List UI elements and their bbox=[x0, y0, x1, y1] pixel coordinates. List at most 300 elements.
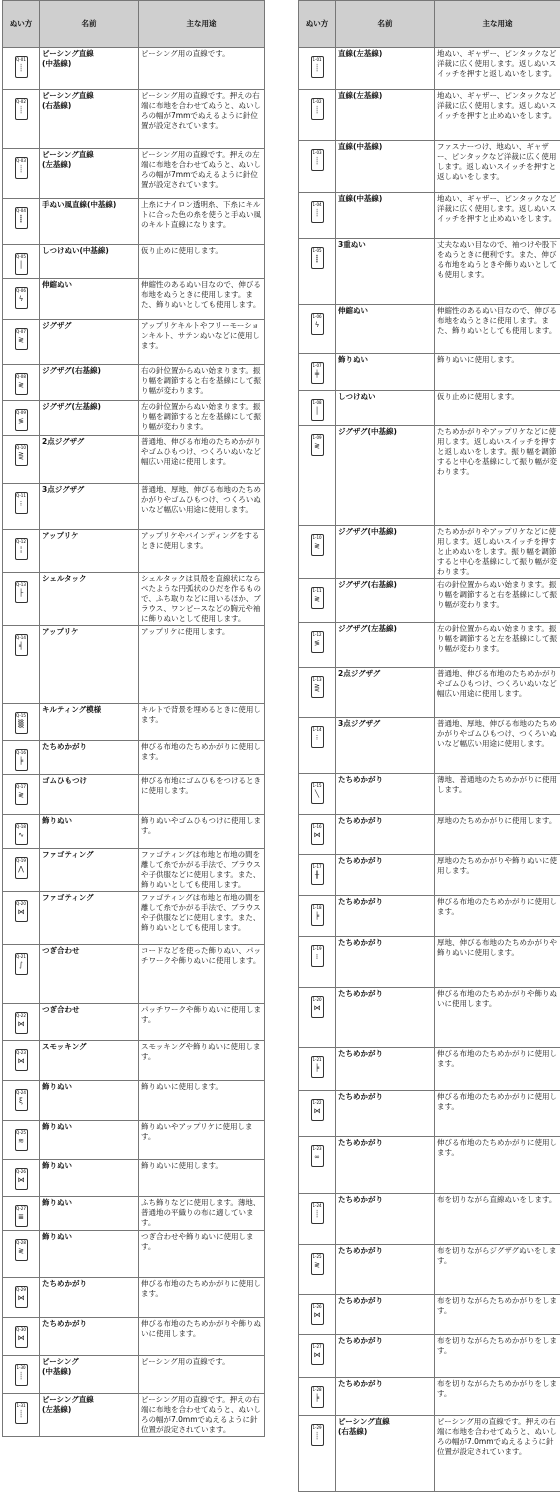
stitch-number: 1-03 bbox=[312, 151, 323, 155]
stitch-icon bbox=[15, 1239, 28, 1261]
table-row bbox=[299, 193, 560, 239]
stitch-pattern-icon: ┊ bbox=[312, 64, 323, 72]
table-row bbox=[299, 1194, 560, 1245]
stitch-icon bbox=[311, 1099, 324, 1121]
stitch-number: 1-22 bbox=[312, 1101, 323, 1105]
table-row bbox=[299, 1378, 560, 1416]
stitch-pattern-icon: ┊ bbox=[312, 1210, 323, 1218]
stitch-icon bbox=[15, 492, 28, 514]
stitch-number: 1-12 bbox=[312, 633, 323, 637]
stitch-pattern-icon: ┊ bbox=[312, 1432, 323, 1440]
stitch-icon bbox=[311, 904, 324, 926]
stitch-number: Q-25 bbox=[16, 1131, 27, 1135]
stitch-number: Q-01 bbox=[16, 58, 27, 62]
stitch-usage: 伸びる布地のたちめかがりや飾りぬいに使用します。 bbox=[435, 988, 560, 1048]
stitch-icon bbox=[311, 726, 324, 748]
table-row bbox=[3, 741, 265, 775]
stitch-number: Q-18 bbox=[16, 825, 27, 829]
stitch-usage: シェルタックは貝殻を直線状にならべたような円弧状のひだを作るもので、ふち取りなどに用いるほか、ブラウス、ワンピースなどの胸元や袖に飾りぬいとして使用します。 bbox=[139, 573, 265, 626]
stitch-pattern-icon: ┊ bbox=[16, 1410, 27, 1418]
stitch-usage: 飾りぬいに使用します。 bbox=[139, 1160, 265, 1197]
table-row bbox=[3, 436, 265, 484]
stitch-number: 1-19 bbox=[312, 947, 323, 951]
stitch-name: たちめかがり bbox=[336, 1378, 435, 1416]
stitch-pattern-icon: ⋀ bbox=[16, 865, 27, 873]
stitch-usage: 右の針位置からぬい始まります。振り幅を調節すると右を基線にして振り幅が変わります。 bbox=[139, 365, 265, 401]
header-stitch: ぬい方 bbox=[299, 1, 336, 48]
stitch-icon bbox=[311, 1303, 324, 1325]
stitch-number: Q-30 bbox=[16, 1328, 27, 1332]
stitch-name: ピーシング直線 (左基線) bbox=[40, 149, 139, 199]
stitch-icon bbox=[311, 631, 324, 653]
table-row bbox=[3, 1394, 265, 1437]
stitch-number: 1-21 bbox=[312, 1058, 323, 1062]
stitch-name: 3点ジグザグ bbox=[336, 718, 435, 774]
stitch-number: 1-01 bbox=[312, 58, 323, 62]
table-row bbox=[3, 704, 265, 741]
stitch-usage: キルトで背景を埋めるときに使用します。 bbox=[139, 704, 265, 741]
stitch-pattern-icon: ≷ bbox=[16, 381, 27, 389]
table-row bbox=[299, 815, 560, 855]
stitch-name: たちめかがり bbox=[336, 896, 435, 937]
stitch-icon bbox=[311, 434, 324, 456]
stitch-usage: パッチワークや飾りぬいに使用します。 bbox=[139, 1004, 265, 1041]
stitch-number: 1-11 bbox=[312, 589, 323, 593]
stitch-icon bbox=[15, 328, 28, 350]
stitch-number: 1-09 bbox=[312, 436, 323, 440]
table-row bbox=[3, 320, 265, 365]
stitch-pattern-icon: ≷ bbox=[312, 1261, 323, 1269]
stitch-number: Q-17 bbox=[16, 785, 27, 789]
table-row bbox=[3, 1041, 265, 1081]
stitch-pattern-icon: ┊ bbox=[312, 157, 323, 165]
stitch-usage: 厚地のたちめかがりや飾りぬいに使用します。 bbox=[435, 855, 560, 896]
stitch-cell bbox=[299, 1091, 336, 1137]
stitch-cell bbox=[3, 1394, 40, 1437]
stitch-name: 飾りぬい bbox=[40, 1197, 139, 1231]
stitch-usage: 飾りぬいやゴムひもつけに使用します。 bbox=[139, 815, 265, 849]
stitch-pattern-icon: ⁝ bbox=[16, 500, 27, 508]
stitch-name: ジグザグ(中基線) bbox=[336, 526, 435, 579]
stitch-number: Q-02 bbox=[16, 100, 27, 104]
stitch-name: ピーシング直線 (右基線) bbox=[40, 90, 139, 149]
stitch-name: アップリケ bbox=[40, 626, 139, 704]
stitch-number: Q-21 bbox=[16, 955, 27, 959]
stitch-icon bbox=[15, 953, 28, 975]
stitch-cell bbox=[3, 1004, 40, 1041]
stitch-usage: アップリケに使用します。 bbox=[139, 626, 265, 704]
stitch-usage: 伸びる布地にゴムひもをつけるときに使用します。 bbox=[139, 775, 265, 815]
stitch-number: 1-15 bbox=[312, 784, 323, 788]
stitch-usage: ファゴティングは布地と布地の間を離して糸でかがる手法で、ブラウスや子供服などに使用します。また、飾りぬいとしても使用します。 bbox=[139, 892, 265, 945]
stitch-pattern-icon: ≷ bbox=[16, 1247, 27, 1255]
table-row bbox=[3, 1197, 265, 1231]
stitch-name: 伸縮ぬい bbox=[336, 305, 435, 354]
header-usage: 主な用途 bbox=[139, 1, 265, 48]
stitch-icon bbox=[311, 149, 324, 171]
stitch-number: 1-05 bbox=[312, 249, 323, 253]
stitch-name: しつけぬい bbox=[336, 391, 435, 426]
stitch-icon bbox=[15, 1089, 28, 1111]
stitch-cell bbox=[3, 704, 40, 741]
stitch-pattern-icon: ≋ bbox=[16, 1137, 27, 1145]
stitch-name: ファゴティング bbox=[40, 892, 139, 945]
stitch-number: Q-20 bbox=[16, 902, 27, 906]
stitch-name: たちめかがり bbox=[336, 1048, 435, 1091]
table-row bbox=[299, 718, 560, 774]
stitch-cell bbox=[3, 741, 40, 775]
stitch-number: Q-06 bbox=[16, 289, 27, 293]
stitch-pattern-icon: ┊ bbox=[16, 1372, 27, 1380]
stitch-usage: 伸縮性のあるぬい目なので、伸びる布地をぬうときに使用します。また、飾りぬいとしても使用します。 bbox=[435, 305, 560, 354]
stitch-icon bbox=[15, 1049, 28, 1071]
stitch-number: 1-16 bbox=[312, 825, 323, 829]
stitch-cell bbox=[3, 320, 40, 365]
stitch-icon bbox=[15, 1402, 28, 1424]
stitch-name: たちめかがり bbox=[336, 1295, 435, 1335]
stitch-name: ピーシング直線 (右基線) bbox=[336, 1416, 435, 1492]
stitch-pattern-icon: ╎ bbox=[16, 546, 27, 554]
stitch-cell bbox=[3, 1197, 40, 1231]
stitch-cell bbox=[299, 354, 336, 391]
table-row bbox=[299, 896, 560, 937]
stitch-cell bbox=[299, 774, 336, 815]
stitch-icon bbox=[15, 207, 28, 229]
stitch-number: 1-14 bbox=[312, 728, 323, 732]
stitch-number: Q-13 bbox=[16, 583, 27, 587]
stitch-icon bbox=[15, 1205, 28, 1227]
table-row bbox=[299, 48, 560, 90]
stitch-usage: 伸びる布地のたちめかがりに使用します。 bbox=[139, 1278, 265, 1318]
stitch-cell bbox=[3, 1356, 40, 1394]
stitch-cell bbox=[3, 815, 40, 849]
stitch-icon bbox=[311, 782, 324, 804]
stitch-name: たちめかがり bbox=[40, 741, 139, 775]
table-row bbox=[299, 426, 560, 526]
stitch-pattern-icon: ┊ bbox=[16, 64, 27, 72]
stitch-pattern-icon: ≷ bbox=[312, 442, 323, 450]
stitch-pattern-icon: ⋈ bbox=[16, 1176, 27, 1184]
stitch-name: スモッキング bbox=[40, 1041, 139, 1081]
stitch-usage: 伸びる布地のたちめかがりや飾りぬいに使用します。 bbox=[139, 1318, 265, 1356]
table-row bbox=[299, 1416, 560, 1492]
stitch-name: ジグザグ(左基線) bbox=[336, 623, 435, 668]
stitch-name: 3重ぬい bbox=[336, 239, 435, 305]
table-row bbox=[299, 526, 560, 579]
stitch-pattern-icon: ≷ bbox=[312, 595, 323, 603]
stitch-name: 直線(中基線) bbox=[336, 193, 435, 239]
stitch-number: 1-02 bbox=[312, 100, 323, 104]
stitch-usage: 飾りぬいやアップリケに使用します。 bbox=[139, 1121, 265, 1160]
stitch-usage: 伸縮性のあるぬい目なので、伸びる布地をぬうときに使用します。また、飾りぬいとしても使用します。 bbox=[139, 279, 265, 320]
stitch-pattern-icon: ┋ bbox=[16, 215, 27, 223]
table-row bbox=[3, 279, 265, 320]
stitch-cell bbox=[3, 90, 40, 149]
stitch-name: ピーシング直線 (左基線) bbox=[40, 1394, 139, 1437]
stitch-cell bbox=[3, 401, 40, 436]
stitch-cell bbox=[3, 48, 40, 90]
stitch-cell bbox=[3, 245, 40, 279]
stitch-cell bbox=[299, 579, 336, 623]
stitch-icon bbox=[15, 1364, 28, 1386]
table-row bbox=[299, 579, 560, 623]
stitch-name: たちめかがり bbox=[336, 1245, 435, 1295]
stitch-usage: 飾りぬいに使用します。 bbox=[139, 1081, 265, 1121]
stitch-icon bbox=[15, 253, 28, 275]
stitch-icon bbox=[311, 247, 324, 269]
stitch-cell bbox=[299, 426, 336, 526]
stitch-number: Q-07 bbox=[16, 330, 27, 334]
table-row bbox=[299, 90, 560, 141]
stitch-name: ジグザグ(右基線) bbox=[336, 579, 435, 623]
stitch-icon bbox=[15, 373, 28, 395]
stitch-number: Q-22 bbox=[16, 1014, 27, 1018]
table-row bbox=[299, 623, 560, 668]
stitch-pattern-icon: ╪ bbox=[312, 370, 323, 378]
header-name: 名前 bbox=[40, 1, 139, 48]
stitch-icon bbox=[311, 201, 324, 223]
stitch-icon bbox=[311, 1056, 324, 1078]
stitch-usage: ピーシング用の直線です。 bbox=[139, 48, 265, 90]
stitch-pattern-icon: ╞ bbox=[312, 1394, 323, 1402]
stitch-number: Q-14 bbox=[16, 636, 27, 640]
stitch-name: 飾りぬい bbox=[40, 1160, 139, 1197]
table-row bbox=[3, 484, 265, 530]
stitch-number: 1-06 bbox=[312, 315, 323, 319]
stitch-usage: 飾りぬいに使用します。 bbox=[435, 354, 560, 391]
stitch-icon bbox=[15, 900, 28, 922]
stitch-pattern-icon: ∫ bbox=[16, 961, 27, 969]
stitch-number: Q-09 bbox=[16, 411, 27, 415]
stitch-usage: コードなどを使った飾りぬい、パッチワークや飾りぬいに使用します。 bbox=[139, 945, 265, 1004]
table-row bbox=[299, 937, 560, 988]
stitch-name: たちめかがり bbox=[336, 1335, 435, 1378]
stitch-pattern-icon: ⋈ bbox=[312, 1311, 323, 1319]
stitch-cell bbox=[3, 573, 40, 626]
stitch-cell bbox=[299, 1137, 336, 1194]
stitch-usage: 布を切りながらたちめかがりをします。 bbox=[435, 1295, 560, 1335]
stitch-icon bbox=[15, 1286, 28, 1308]
header-usage: 主な用途 bbox=[435, 1, 560, 48]
stitch-number: Q-03 bbox=[16, 159, 27, 163]
stitch-usage: 布を切りながらたちめかがりをします。 bbox=[435, 1378, 560, 1416]
stitch-icon bbox=[311, 1202, 324, 1224]
stitch-icon bbox=[15, 157, 28, 179]
stitch-number: Q-23 bbox=[16, 1051, 27, 1055]
stitch-usage: つぎ合わせや飾りぬいに使用します。 bbox=[139, 1231, 265, 1278]
stitch-name: 飾りぬい bbox=[40, 1231, 139, 1278]
header-name: 名前 bbox=[336, 1, 435, 48]
stitch-pattern-icon: ≷ bbox=[16, 791, 27, 799]
table-row bbox=[3, 1278, 265, 1318]
stitch-icon bbox=[15, 1129, 28, 1151]
stitch-usage: 地ぬい、ギャザー、ピンタックなど洋裁に広く使用します。返しぬいスイッチを押すと止めぬいをします。 bbox=[435, 90, 560, 141]
stitch-icon bbox=[311, 98, 324, 120]
stitch-cell bbox=[3, 365, 40, 401]
stitch-icon bbox=[311, 313, 324, 335]
stitch-name: たちめかがり bbox=[40, 1318, 139, 1356]
stitch-name: 伸縮ぬい bbox=[40, 279, 139, 320]
stitch-icon bbox=[15, 1168, 28, 1190]
stitch-icon bbox=[311, 587, 324, 609]
table-row bbox=[3, 48, 265, 90]
table-row bbox=[299, 305, 560, 354]
stitch-icon bbox=[311, 945, 324, 967]
stitch-icon bbox=[311, 1424, 324, 1446]
stitch-number: 1-04 bbox=[312, 203, 323, 207]
stitch-usage: 丈夫なぬい目なので、袖つけや股下をぬうときに便利です。また、伸びる布地をぬうときや飾りぬいとしても使用します。 bbox=[435, 239, 560, 305]
stitch-icon bbox=[311, 823, 324, 845]
stitch-number: Q-27 bbox=[16, 1207, 27, 1211]
stitch-name: 2点ジグザグ bbox=[336, 668, 435, 718]
stitch-icon bbox=[15, 1012, 28, 1034]
stitch-name: ピーシング (中基線) bbox=[40, 1356, 139, 1394]
stitch-cell bbox=[3, 892, 40, 945]
stitch-number: Q-05 bbox=[16, 255, 27, 259]
stitch-name: ジグザグ(右基線) bbox=[40, 365, 139, 401]
stitch-usage: 普通地、伸びる布地のたちめかがりやゴムひもつけ、つくろいぬいなど幅広い用途に使用します。 bbox=[435, 668, 560, 718]
stitch-icon bbox=[15, 634, 28, 656]
table-row bbox=[299, 1295, 560, 1335]
table-row bbox=[3, 1004, 265, 1041]
stitch-cell bbox=[3, 849, 40, 892]
stitch-cell bbox=[299, 526, 336, 579]
stitch-cell bbox=[299, 1335, 336, 1378]
stitch-name: たちめかがり bbox=[336, 774, 435, 815]
stitch-usage: 普通地、厚地、伸びる布地のたちめかがりやゴムひもつけ、つくろいぬいなど幅広い用途に使用します。 bbox=[435, 718, 560, 774]
stitch-cell bbox=[299, 1378, 336, 1416]
stitch-usage: ふち飾りなどに使用します。薄地、普通地の平織りの布に適しています。 bbox=[139, 1197, 265, 1231]
table-row bbox=[3, 245, 265, 279]
stitch-number: Q-28 bbox=[16, 1241, 27, 1245]
stitch-usage: 伸びる布地のたちめかがりに使用します。 bbox=[435, 896, 560, 937]
stitch-pattern-icon: ╫ bbox=[312, 871, 323, 879]
table-row bbox=[3, 1121, 265, 1160]
stitch-cell bbox=[3, 1231, 40, 1278]
stitch-pattern-icon: ≣ bbox=[16, 1213, 27, 1221]
table-row bbox=[299, 1091, 560, 1137]
stitch-icon bbox=[15, 444, 28, 466]
stitch-cell bbox=[3, 279, 40, 320]
stitch-icon bbox=[15, 56, 28, 78]
stitch-name: つぎ合わせ bbox=[40, 1004, 139, 1041]
stitch-icon bbox=[311, 362, 324, 384]
stitch-number: Q-15 bbox=[16, 714, 27, 718]
stitch-cell bbox=[299, 896, 336, 937]
stitch-cell bbox=[299, 718, 336, 774]
stitch-name: たちめかがり bbox=[336, 855, 435, 896]
stitch-number: 1-17 bbox=[312, 865, 323, 869]
table-row bbox=[3, 1318, 265, 1356]
stitch-icon bbox=[311, 1386, 324, 1408]
stitch-icon bbox=[311, 534, 324, 556]
stitch-usage: アップリケキルトやフリーモーションキルト、サテンぬいなどに使用します。 bbox=[139, 320, 265, 365]
table-row bbox=[3, 1160, 265, 1197]
stitch-pattern-icon: ╲ bbox=[312, 790, 323, 798]
stitch-number: Q-16 bbox=[16, 751, 27, 755]
stitch-pattern-icon: ┋ bbox=[312, 255, 323, 263]
stitch-number: Q-29 bbox=[16, 1288, 27, 1292]
table-row bbox=[299, 988, 560, 1048]
stitch-pattern-icon: ├ bbox=[16, 589, 27, 597]
stitch-name: アップリケ bbox=[40, 530, 139, 573]
table-row bbox=[299, 1048, 560, 1091]
stitch-pattern-icon: ⁞ bbox=[312, 953, 323, 961]
stitch-usage: ファゴティングは布地と布地の間を離して糸でかがる手法で、ブラウスや子供服などに使用します。また、飾りぬいとしても使用します。 bbox=[139, 849, 265, 892]
stitch-number: 1-23 bbox=[312, 1147, 323, 1151]
stitch-number: 1-28 bbox=[312, 1388, 323, 1392]
stitch-pattern-icon: ⋈ bbox=[312, 1351, 323, 1359]
table-row bbox=[3, 1231, 265, 1278]
stitch-pattern-icon: ⋈ bbox=[312, 831, 323, 839]
stitch-number: 1-25 bbox=[312, 1255, 323, 1259]
stitch-pattern-icon: ⋛ bbox=[312, 684, 323, 692]
stitch-pattern-icon: │ bbox=[16, 261, 27, 269]
stitch-usage: ピーシング用の直線です。押えの右端に布地を合わせてぬうと、ぬいしろの幅が7.0mmでぬえるように針位置が設定されています。 bbox=[435, 1416, 560, 1492]
stitch-cell bbox=[299, 48, 336, 90]
stitch-name: ジグザグ bbox=[40, 320, 139, 365]
stitch-cell bbox=[299, 1295, 336, 1335]
stitch-usage: 布を切りながらたちめかがりをします。 bbox=[435, 1335, 560, 1378]
stitch-icon bbox=[311, 676, 324, 698]
stitch-cell bbox=[3, 149, 40, 199]
table-row bbox=[3, 149, 265, 199]
stitch-number: 1-20 bbox=[312, 998, 323, 1002]
stitch-usage: 伸びる布地のたちめかがりに使用します。 bbox=[139, 741, 265, 775]
stitch-cell bbox=[3, 945, 40, 1004]
stitch-cell bbox=[299, 855, 336, 896]
stitch-icon bbox=[15, 712, 28, 734]
stitch-cell bbox=[3, 1278, 40, 1318]
table-row bbox=[299, 354, 560, 391]
stitch-usage: 伸びる布地のたちめかがりに使用します。 bbox=[435, 1048, 560, 1091]
stitch-icon bbox=[15, 538, 28, 560]
stitch-table-right bbox=[298, 0, 560, 1492]
header-stitch: ぬい方 bbox=[3, 1, 40, 48]
stitch-usage: 右の針位置からぬい始まります。振り幅を調節すると右を基線にして振り幅が変わります。 bbox=[435, 579, 560, 623]
stitch-usage: ピーシング用の直線です。押えの左端に布地を合わせてぬうと、ぬいしろの幅が7mmでぬえるように針位置が設定されています。 bbox=[139, 149, 265, 199]
stitch-pattern-icon: ╞ bbox=[312, 1064, 323, 1072]
stitch-number: Q-11 bbox=[16, 494, 27, 498]
stitch-name: 飾りぬい bbox=[40, 1081, 139, 1121]
stitch-number: 1-13 bbox=[312, 678, 323, 682]
stitch-pattern-icon: ≶ bbox=[312, 639, 323, 647]
stitch-pattern-icon: ⋈ bbox=[16, 1334, 27, 1342]
stitch-usage: 布を切りながら直線ぬいをします。 bbox=[435, 1194, 560, 1245]
stitch-cell bbox=[299, 937, 336, 988]
stitch-name: たちめかがり bbox=[336, 1091, 435, 1137]
stitch-usage: 上糸にナイロン透明糸、下糸にキルトに合った色の糸を使うと手ぬい風のキルト直線になります。 bbox=[139, 199, 265, 245]
stitch-cell bbox=[299, 239, 336, 305]
stitch-icon bbox=[15, 287, 28, 309]
table-row bbox=[299, 239, 560, 305]
stitch-pattern-icon: ⋈ bbox=[16, 908, 27, 916]
stitch-number: 1-24 bbox=[312, 1204, 323, 1208]
stitch-usage: 布を切りながらジグザグぬいをします。 bbox=[435, 1245, 560, 1295]
stitch-name: たちめかがり bbox=[336, 1194, 435, 1245]
table-row bbox=[3, 892, 265, 945]
stitch-icon bbox=[15, 581, 28, 603]
table-row bbox=[299, 1335, 560, 1378]
stitch-pattern-icon: ≷ bbox=[312, 542, 323, 550]
stitch-number: 1-30 bbox=[16, 1366, 27, 1370]
stitch-pattern-icon: ⋈ bbox=[16, 1294, 27, 1302]
table-row bbox=[299, 141, 560, 193]
stitch-cell bbox=[3, 436, 40, 484]
table-row bbox=[3, 199, 265, 245]
stitch-pattern-icon: ⋈ bbox=[312, 1107, 323, 1115]
stitch-number: 1-27 bbox=[312, 1345, 323, 1349]
